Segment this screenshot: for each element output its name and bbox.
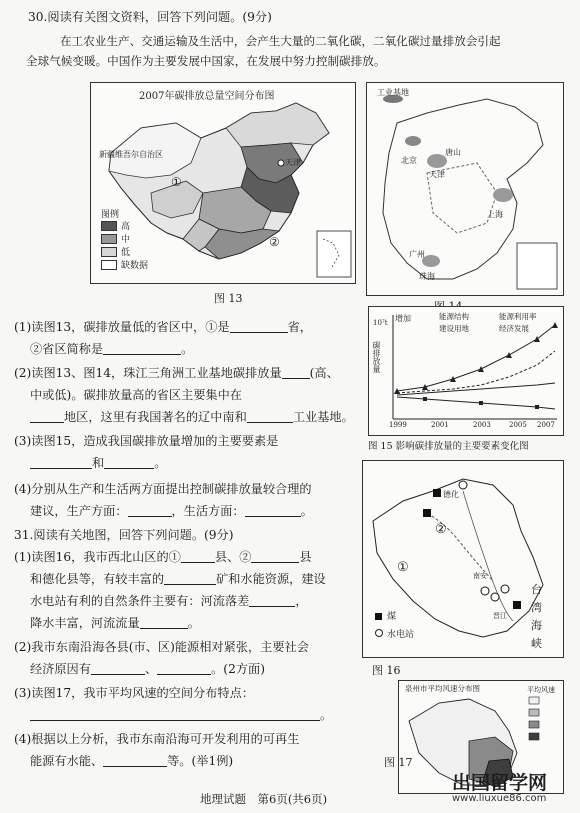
q30-sub1-line2	[30, 340, 193, 358]
fig16-label-jinjiang: 晋江	[493, 612, 507, 620]
fig16-legend-hydro: 水电站	[387, 630, 415, 640]
q31-sub4-text-a: 能源有水能、	[30, 754, 104, 768]
q31-sub1-text-c: 县	[299, 550, 312, 564]
q31-sub1-blank-1[interactable]	[181, 549, 215, 563]
q30-sub4-blank-2[interactable]	[245, 503, 301, 517]
fig17-title: 泉州市平均风速分布图	[405, 684, 480, 693]
figure-13-china-map	[90, 82, 356, 284]
fig13-legend-mid: 中	[121, 235, 131, 245]
site-logo-url[interactable]: www.liuxue86.com	[452, 793, 547, 804]
fig13-label-tianjin: 天津	[285, 158, 301, 167]
china-province-shapes	[91, 83, 355, 283]
fig15-caption: 图 15 影响碳排放量的主要要素变化图	[368, 441, 529, 452]
q31-sub4-blank-1[interactable]	[103, 753, 167, 767]
q31-sub1-text-g: ，	[295, 594, 308, 608]
fig16-caption: 图 16	[372, 664, 401, 677]
legend-swatch-nodata	[101, 260, 117, 270]
fig15-xtick-2: 2003	[473, 421, 491, 429]
fig17-legend-title: 平均风速	[527, 686, 555, 694]
fig15-xtick-1: 2001	[431, 421, 449, 429]
hydro-marker-2	[481, 587, 489, 595]
fig14-legend-label: 工业基地	[377, 88, 409, 97]
q31-sub2-line2	[30, 660, 265, 678]
q31-sub3-line2	[30, 706, 332, 724]
q30-sub2-blank-3[interactable]	[247, 409, 293, 423]
fig14-city-guangzhou: 广州	[409, 250, 425, 259]
q30-intro-line1: 在工农业生产、交通运输及生活中，会产生大量的二氧化碳，二氧化碳过量排放会引起	[60, 34, 501, 48]
fig15-xtick-3: 2005	[509, 421, 527, 429]
fig14-city-shanghai: 上海	[487, 210, 503, 219]
fig14-city-tangshan: 唐山	[445, 148, 461, 157]
marker-econ-3	[450, 376, 456, 382]
q30-sub1-blank-1[interactable]	[230, 319, 288, 333]
q31-sub1-line3	[30, 592, 308, 610]
series-economic-growth	[397, 325, 555, 391]
fig13-legend-nodata: 缺数据	[121, 261, 149, 271]
fig16-label-hai: 海	[531, 619, 542, 632]
page-footer: 地理试题 第6页(共6页)	[200, 792, 328, 806]
q30-sub2-blank-1[interactable]	[282, 365, 310, 379]
q30-sub3-blank-1[interactable]	[30, 455, 92, 469]
series-construction-land	[397, 383, 555, 395]
q30-sub4-blank-1[interactable]	[128, 503, 172, 517]
q30-sub3-line2	[30, 454, 166, 472]
fig13-label-2: ②	[269, 235, 280, 249]
q31-sub1-text-f: 水电站有利的自然条件主要有：河流落差	[30, 594, 250, 608]
q30-sub2-text-c: 地区，这里有我国著名的辽中南和	[64, 410, 247, 424]
fig16-label-1: ①	[397, 560, 409, 575]
q31-sub1-text-e: 矿和水能资源，建设	[216, 572, 326, 586]
fig14-city-tianjin: 天津	[429, 170, 445, 179]
q31-sub2-blank-1[interactable]	[91, 661, 145, 675]
q31-sub1-blank-2[interactable]	[251, 549, 299, 563]
q31-sub3-line1: (3)读图17，我市平均风速的空间分布特点：	[14, 686, 254, 700]
series-energy-structure	[397, 351, 555, 393]
legend-swatch-high	[101, 221, 117, 231]
q30-sub4-text-c: 。	[300, 504, 313, 518]
fig16-label-wan: 湾	[531, 601, 542, 614]
q31-sub1-text-a: (1)读图16，我市西北山区的①	[14, 550, 181, 564]
site-logo-text: 出国留学网	[452, 772, 548, 794]
q30-sub3-line1: (3)读图15，造成我国碳排放量增加的主要要素是	[14, 434, 279, 448]
fig14-city-zhuhai: 珠海	[419, 272, 435, 281]
q31-sub1-blank-5[interactable]	[140, 615, 188, 629]
fig13-caption: 图 13	[214, 292, 243, 305]
fig15-legend-0: 能源结构	[439, 312, 469, 321]
marker-econ-5	[506, 352, 512, 358]
fig16-label-tai: 台	[531, 583, 542, 596]
fig16-legend-coal: 煤	[387, 612, 397, 622]
fig13-legend-low: 低	[121, 248, 131, 258]
fig16-label-2: ②	[435, 522, 447, 537]
q30-sub1-line1	[14, 318, 312, 336]
q30-sub4-text-b: ，生活方面：	[171, 504, 245, 518]
figure-14-industrial-bases-map	[366, 82, 564, 296]
q30-sub4-text-a: 建议，生产方面：	[30, 504, 128, 518]
fig15-legend-extra: 增加	[395, 314, 411, 323]
fig17-caption: 图 17	[384, 756, 413, 769]
hydro-marker-1	[459, 481, 467, 489]
q31-sub1-text-d: 和德化县等，有较丰富的	[30, 572, 165, 586]
series-energy-efficiency	[397, 397, 555, 409]
q31-sub3-end: 。	[320, 708, 333, 722]
q31-sub1-line2	[30, 570, 326, 588]
q30-sub1-text-a: (1)读图13，碳排放量低的省区中，①是	[14, 320, 230, 334]
coal-marker-2	[423, 509, 431, 517]
q31-sub1-blank-3[interactable]	[164, 571, 216, 585]
q30-title: 30.阅读有关图文资料，回答下列问题。(9分)	[28, 10, 272, 24]
q31-sub2-text-b: 、	[144, 662, 158, 676]
q30-sub2-text-d: 工业基地。	[292, 410, 354, 424]
fig15-ylabel: 碳排放量	[372, 341, 381, 373]
fig16-label-xia: 峡	[531, 637, 542, 650]
figure-16-quanzhou-map	[362, 460, 564, 658]
q30-sub3-blank-2[interactable]	[104, 455, 154, 469]
legend-swatch-low	[101, 247, 117, 257]
legend-swatch-mid	[101, 234, 117, 244]
fig13-title: 2007年碳排放总量空间分布图	[139, 91, 275, 102]
q31-sub2-line1: (2)我市东南沿海各县(市、区)能源相对紧张，主要社会	[14, 640, 309, 654]
q30-sub1-text-d: 。	[181, 342, 194, 356]
q31-sub1-text-h: 降水丰富，河流流量	[30, 616, 140, 630]
q31-sub4-line1: (4)根据以上分析，我市东南沿海可开发利用的可再生	[14, 732, 300, 746]
q31-sub1-line4	[30, 614, 200, 632]
q30-sub3-and: 和	[92, 456, 105, 470]
q30-sub3-end: 。	[154, 456, 167, 470]
fig13-label-1: ①	[171, 175, 182, 189]
q31-sub3-blank-1[interactable]	[30, 707, 320, 721]
q31-title: 31.阅读有关地图，回答下列问题。(9分)	[14, 528, 234, 542]
q31-sub4-text-b: 等。(举1例)	[167, 754, 234, 768]
hydro-marker-4	[501, 585, 509, 593]
fig14-city-beijing: 北京	[401, 156, 417, 165]
hydro-marker-3	[491, 593, 499, 601]
fig16-label-dehua: 德化	[443, 490, 459, 499]
fig15-legend-2: 建设用地	[439, 324, 469, 333]
q30-sub2-line1	[14, 364, 339, 382]
q30-sub2-blank-2[interactable]	[30, 409, 64, 423]
q31-sub1-blank-4[interactable]	[249, 593, 295, 607]
q30-sub1-text-c: ②省区简称是	[30, 342, 104, 356]
coal-legend-icon	[375, 613, 382, 620]
q30-sub4-line1: (4)分别从生产和生活两方面提出控制碳排放量较合理的	[14, 482, 312, 496]
q30-sub2-line3	[30, 408, 354, 426]
q30-sub2-text-a: (2)读图13、图14，珠江三角洲工业基地碳排放量	[14, 366, 282, 380]
fig15-legend-3: 经济发展	[499, 324, 529, 333]
q31-sub1-text-i: 。	[187, 616, 200, 630]
marker-eff-3	[535, 405, 539, 409]
hydro-legend-icon	[375, 629, 383, 637]
q31-sub1-text-b: 县、②	[214, 550, 252, 564]
marker-econ-4	[478, 366, 484, 372]
q31-sub4-line2	[30, 752, 233, 770]
q30-sub2-text-b: (高、	[309, 366, 339, 380]
marker-eff-1	[423, 397, 427, 401]
fig13-legend-high: 高	[121, 222, 131, 232]
marker-econ-7	[552, 322, 558, 328]
q30-sub2-line2: 中或低)。碳排放量高的省区主要集中在	[30, 388, 242, 402]
east-china-outline	[367, 83, 563, 295]
q31-sub2-text-a: 经济原因有	[30, 662, 91, 676]
q31-sub2-blank-2[interactable]	[157, 661, 211, 675]
fig13-legend-title: 图例	[101, 210, 120, 220]
q31-sub2-text-c: 。(2方面)	[211, 662, 265, 676]
coal-marker-3	[513, 601, 521, 609]
fig13-label-xinjiang: 新疆维吾尔自治区	[99, 150, 163, 159]
fig16-label-nanan: 南安	[473, 572, 487, 580]
q30-sub1-text-b: 省，	[287, 320, 312, 334]
marker-eff-2	[479, 401, 483, 405]
q30-sub4-line2	[30, 502, 313, 520]
fig15-legend-1: 能源利用率	[499, 312, 537, 321]
q30-intro-line2: 全球气候变暖。中国作为主要发展中国家，在发展中努力控制碳排放。	[26, 54, 386, 68]
figure-15-chart	[368, 306, 564, 436]
fig15-unit: 10⁷t	[373, 319, 388, 327]
fig15-xtick-0: 1999	[389, 421, 407, 429]
fig15-xtick-4: 2007	[537, 421, 555, 429]
q30-sub1-blank-2[interactable]	[103, 341, 181, 355]
q31-sub1-line1	[14, 548, 312, 566]
coal-marker-1	[433, 489, 441, 497]
